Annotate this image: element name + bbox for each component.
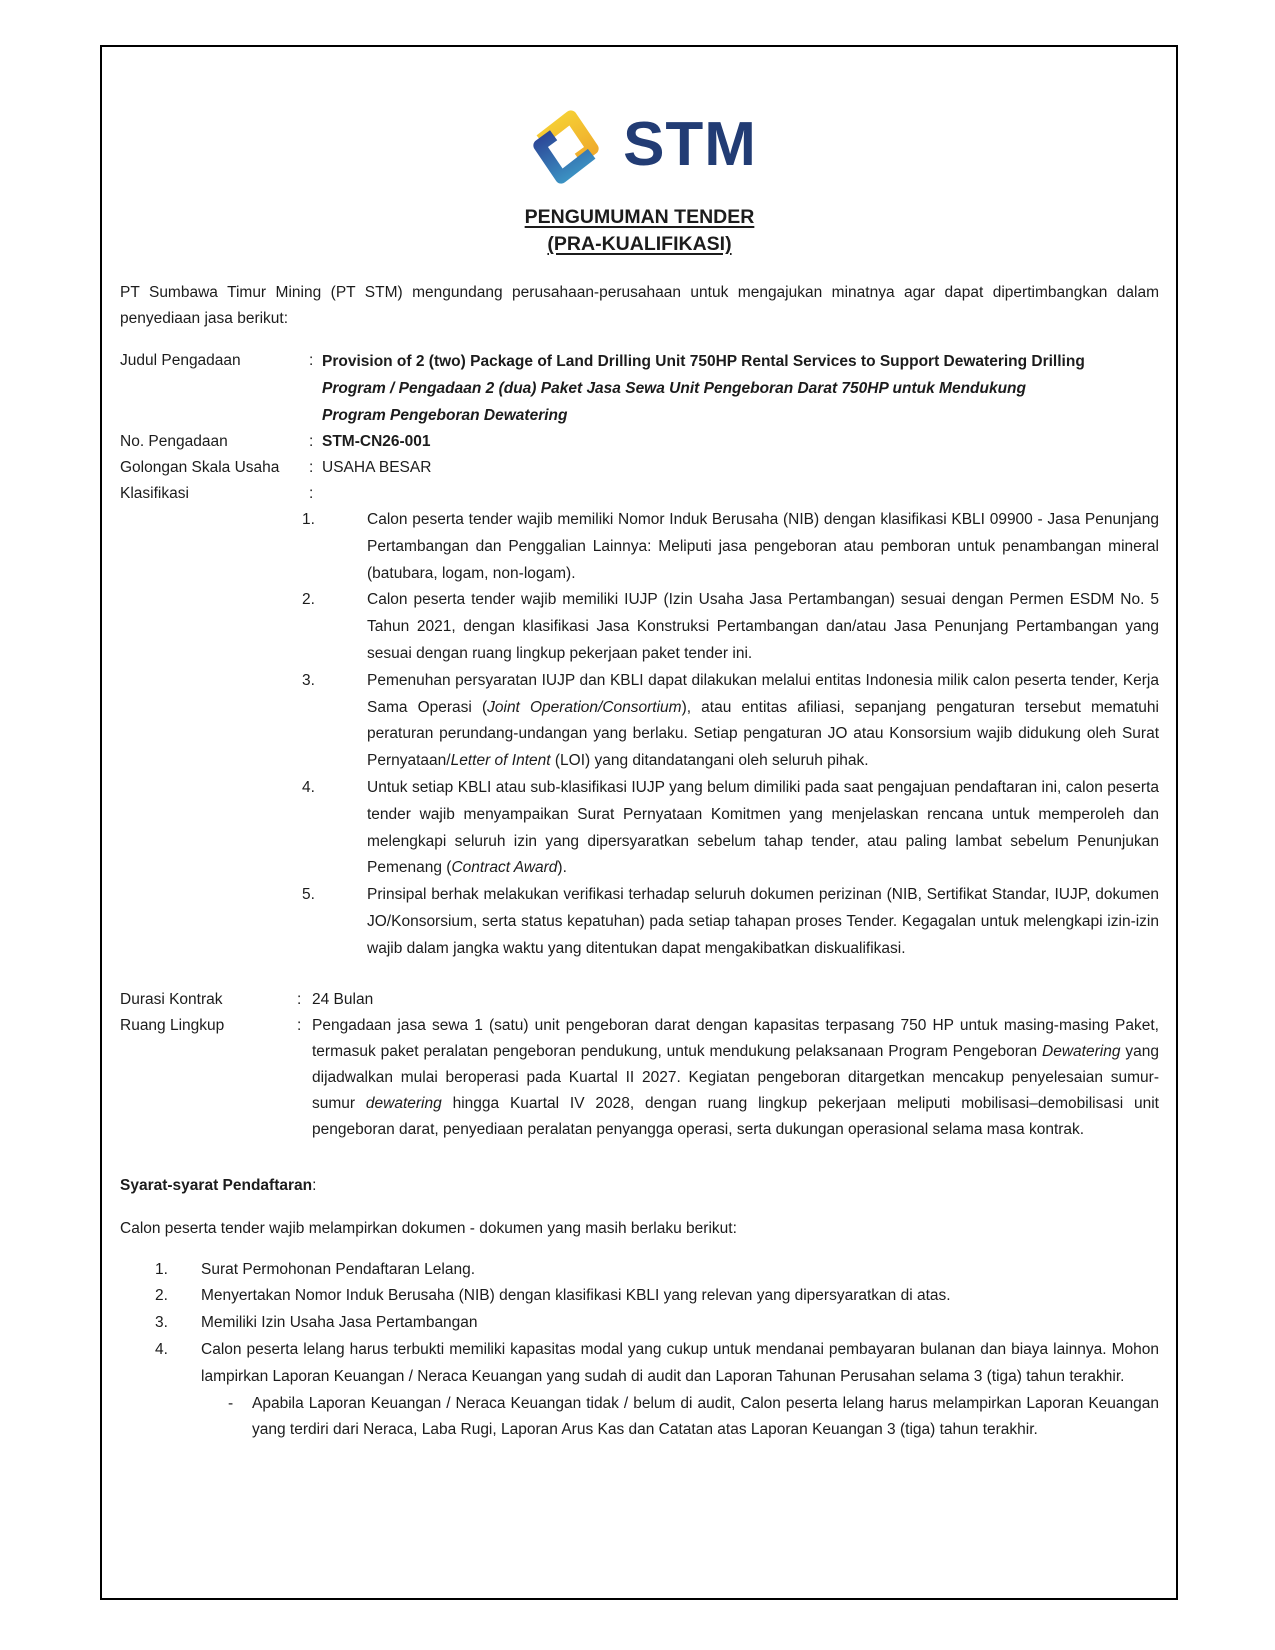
field-judul-pengadaan (120, 348, 1159, 429)
text-segment: Contract Award (451, 859, 558, 877)
item-text (201, 1337, 1159, 1444)
stm-logo (120, 103, 1159, 191)
field-block (120, 348, 1159, 507)
text-segment: Provision of 2 (two) Package of Land Drilling Unit 750HP Rental Services to Support Dewatering Drilling (322, 353, 1085, 370)
item-text-main: Calon peserta lelang harus terbukti memiliki kapasitas modal yang cukup untuk mendanai pembayaran bulanan dan biaya lainnya. Mohon lampirkan Laporan Keuangan / Neraca Keuangan yang sudah di audit dan Laporan Tahunan Perusahan selama 3 (tiga) tahun terakhir. (201, 1340, 1159, 1385)
field-label: No. Pengadaan (120, 433, 228, 450)
text-segment: Untuk setiap KBLI atau sub-klasifikasi IUJP yang belum dimiliki pada saat pengajuan pendaftaran ini, calon peserta tender wajib menyampaikan Surat Pernyataan Komitmen yang menjelaskan rencana untuk memperoleh dan melengkapi seluruh izin yang dipersyaratkan sebelum tahap tender, atau paling lambat sebelum Penunjukan Pemenang ( (367, 778, 1159, 877)
text-segment: Pengadaan jasa sewa 1 (satu) unit pengeboran darat dengan kapasitas terpasang 750 HP untuk masing-masing Paket, termasuk paket peralatan pengeboran pendukung, untuk mendukung pelaksanaan Program Pengeboran (312, 1016, 1159, 1060)
text-segment: Dewatering (1042, 1042, 1121, 1060)
syarat-heading (120, 1173, 1159, 1199)
item-number: 4. (155, 1340, 168, 1358)
item-number: 3. (155, 1314, 168, 1332)
list-item (302, 882, 1159, 962)
field-value-judul (322, 348, 1094, 429)
syarat-intro: Calon peserta tender wajib melampirkan dokumen - dokumen yang masih berlaku berikut: (120, 1219, 737, 1237)
field-klasifikasi (120, 481, 1159, 507)
text-segment: Program / Pengadaan 2 (dua) Paket Jasa Sewa Unit Pengeboran Darat 750HP untuk Mendukung Program Pengeboran Dewatering (322, 380, 1026, 424)
field-label: Golongan Skala Usaha (120, 459, 280, 476)
syarat-heading-colon: : (312, 1176, 317, 1194)
item-text (367, 507, 1159, 587)
field-colon: : (297, 990, 302, 1008)
text-segment: (LOI) yang ditandatangani oleh seluruh pihak. (550, 752, 869, 770)
text-segment: ). (557, 859, 567, 877)
text-segment: hingga Kuartal IV 2028, dengan ruang lingkup pekerjaan meliputi mobilisasi–demobilisasi unit pengeboran darat, penyediaan peralatan penyangga operasi, serta dukungan operasional selama masa kontrak. (312, 1094, 1159, 1138)
text-segment: dewatering (365, 1094, 442, 1112)
title-line-1: PENGUMUMAN TENDER (524, 206, 755, 228)
field-golongan-skala-usaha (120, 455, 1159, 481)
list-item (155, 1337, 1159, 1444)
field-no-pengadaan (120, 429, 1159, 455)
list-item (302, 507, 1159, 587)
dash-marker: - (228, 1394, 234, 1412)
field-label: Ruang Lingkup (120, 1016, 225, 1034)
syarat-list (155, 1257, 1159, 1445)
text-segment: Joint Operation/Consortium (487, 698, 682, 716)
syarat-heading-text: Syarat-syarat Pendaftaran (120, 1176, 313, 1194)
field-label: Judul Pengadaan (120, 352, 241, 369)
item-number: 2. (155, 1287, 168, 1305)
list-item (155, 1257, 1159, 1284)
intro-paragraph: PT Sumbawa Timur Mining (PT STM) mengundang perusahaan-perusahaan untuk mengajukan minatnya agar dapat dipertimbangkan dalam penyediaan jasa berikut: (120, 284, 1159, 327)
list-item (155, 1283, 1159, 1310)
list-item (302, 587, 1159, 667)
item-text (367, 775, 1159, 882)
item-text: Memiliki Izin Usaha Jasa Pertambangan (201, 1314, 478, 1332)
field-durasi-kontrak (120, 987, 1159, 1013)
text-segment: Pemenuhan persyaratan IUJP dan KBLI dapat dilakukan melalui entitas Indonesia milik calon peserta tender, Kerja Sama Operasi ( (367, 671, 1159, 716)
list-item (155, 1310, 1159, 1337)
item-text (367, 882, 1159, 962)
text-segment: yang dijadwalkan mulai beroperasi pada Kuartal II 2027. Kegiatan pengeboran ditargetkan mencakup penyelesaian sumur-sumur (312, 1042, 1159, 1112)
stm-logo-icon (522, 103, 610, 191)
stm-logo-text: STM (623, 110, 757, 179)
item-number: 5. (302, 886, 315, 904)
list-item (302, 775, 1159, 882)
field-colon: : (297, 1016, 302, 1034)
text-segment: Prinsipal berhak melakukan verifikasi terhadap seluruh dokumen perizinan (NIB, Sertifikat Standar, IUJP, dokumen JO/Konsorsium, serta status kepatuhan) pada setiap tahapan proses Tender. Kegagalan untuk melengkapi izin-izin wajib dalam jangka waktu yang ditentukan dapat mengakibatkan diskualifikasi. (367, 886, 1159, 957)
klasifikasi-list (302, 507, 1159, 963)
field-colon: : (309, 459, 314, 476)
text-segment: Letter of Intent (450, 752, 551, 770)
page-border (100, 45, 1178, 1600)
item-number: 2. (302, 591, 315, 609)
document-title (120, 204, 1159, 258)
field-colon: : (309, 485, 314, 502)
item-number: 1. (302, 511, 315, 528)
field-colon: : (309, 433, 314, 450)
field-value-golongan: USAHA BESAR (322, 459, 432, 476)
sub-list-item (228, 1391, 1159, 1445)
field-value-ruang-lingkup (312, 1013, 1159, 1143)
sub-item-text: Apabila Laporan Keuangan / Neraca Keuangan tidak / belum di audit, Calon peserta lelang harus melampirkan Laporan Keuangan yang terdiri dari Neraca, Laba Rugi, Laporan Arus Kas dan Catatan atas Laporan Keuangan 3 (tiga) tahun terakhir. (252, 1394, 1159, 1439)
field-label: Klasifikasi (120, 485, 189, 502)
text-segment: Calon peserta tender wajib memiliki Nomor Induk Berusaha (NIB) dengan klasifikasi KBLI 09900 - Jasa Penunjang Pertambangan dan Penggalian Lainnya: Meliputi jasa pengeboran atau pemboran untuk penambangan mineral (batubara, logam, non-logam). (367, 511, 1159, 582)
title-line-2: (PRA-KUALIFIKASI) (547, 233, 732, 255)
item-text (367, 587, 1159, 667)
field-ruang-lingkup (120, 1013, 1159, 1143)
field-colon: : (309, 352, 314, 369)
item-number: 4. (302, 778, 315, 796)
list-item (302, 668, 1159, 775)
item-text: Surat Permohonan Pendaftaran Lelang. (201, 1260, 476, 1278)
item-text (367, 668, 1159, 775)
text-segment: Calon peserta tender wajib memiliki IUJP (Izin Usaha Jasa Pertambangan) sesuai dengan Permen ESDM No. 5 Tahun 2021, dengan klasifikasi Jasa Konstruksi Pertambangan dan/atau Jasa Penunjang Pertambangan yang sesuai dengan ruang lingkup pekerjaan paket tender ini. (367, 591, 1159, 662)
item-text: Menyertakan Nomor Induk Berusaha (NIB) dengan klasifikasi KBLI yang relevan yang dipersyaratkan di atas. (201, 1287, 951, 1305)
item-number: 3. (302, 671, 315, 689)
field-value-no: STM-CN26-001 (322, 433, 431, 450)
field-value-durasi: 24 Bulan (312, 990, 374, 1008)
contract-field-block (120, 987, 1159, 1143)
field-label: Durasi Kontrak (120, 990, 223, 1008)
item-number: 1. (155, 1260, 168, 1278)
text-segment: ), atau entitas afiliasi, sepanjang pengaturan tersebut mematuhi peraturan perundang-undangan yang berlaku. Setiap pengaturan JO atau Konsorsium wajib didukung oleh Surat Pernyataan/ (367, 698, 1159, 770)
